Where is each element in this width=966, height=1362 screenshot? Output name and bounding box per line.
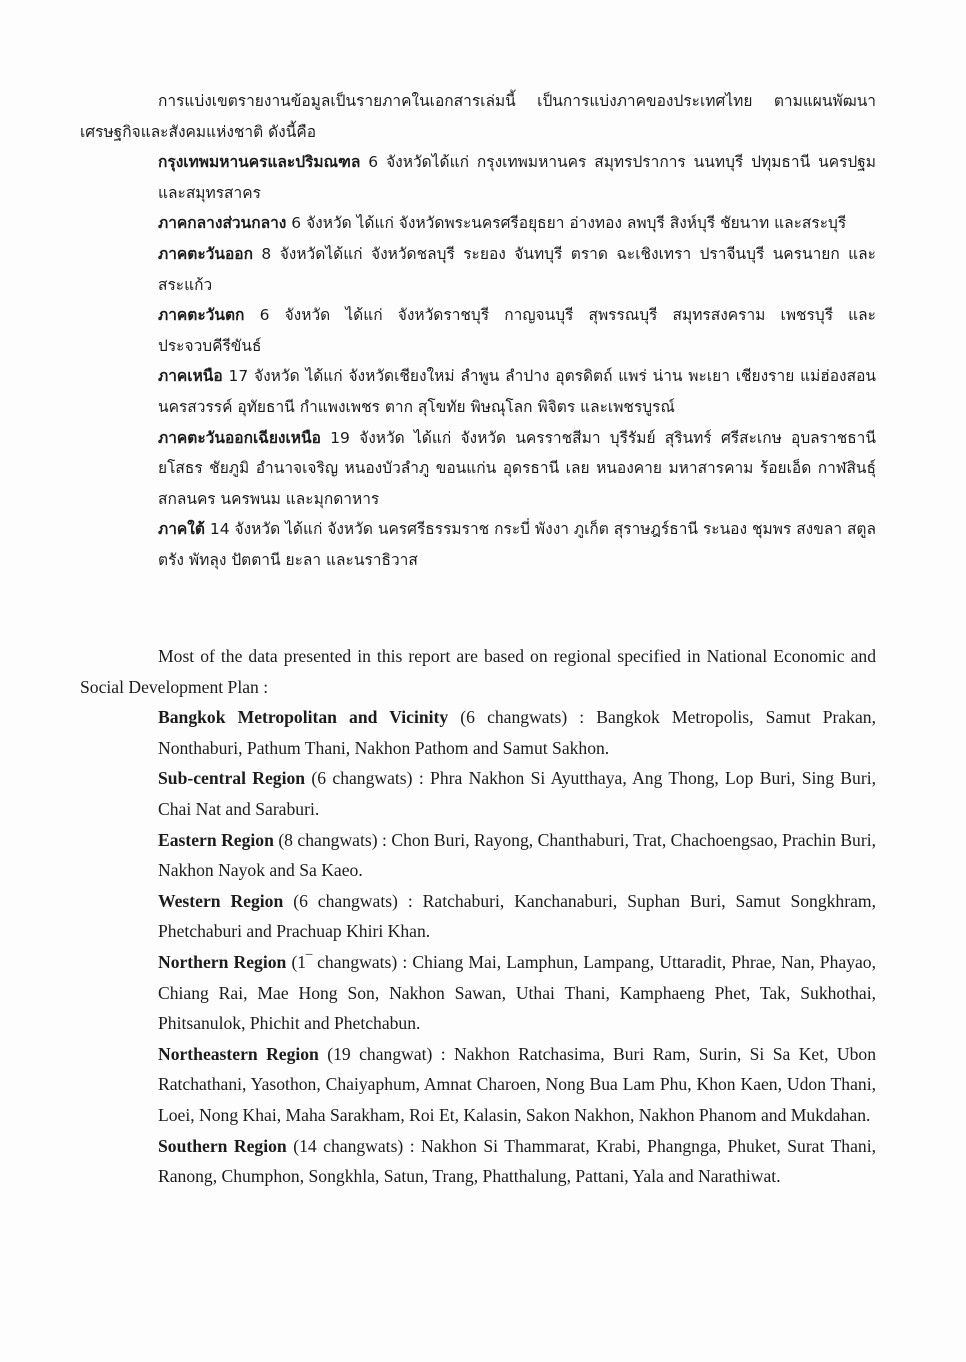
thai-section [80, 86, 876, 576]
region-provinces: 6 จังหวัดได้แก่ กรุงเทพมหานคร สมุทรปราการ นนทบุรี ปทุมธานี นครปฐม และสมุทรสาคร [158, 153, 876, 202]
thai-region-north [158, 361, 876, 422]
region-provinces: 8 จังหวัดได้แก่ จังหวัดชลบุรี ระยอง จันทบุรี ตราด ฉะเชิงเทรา ปราจีนบุรี นครนายก และสระแก้ว [158, 244, 876, 294]
thai-region-central [158, 208, 876, 239]
region-provinces: 6 จังหวัด ได้แก่ จังหวัดราชบุรี กาญจนบุรี สุพรรณบุรี สมุทรสงคราม เพชรบุรี และประจวบคีรีขันธ์ [158, 306, 876, 355]
region-provinces: (6 changwats) : Phra Nakhon Si Ayutthaya, Ang Thong, Lop Buri, Sing Buri, Chai Nat and Saraburi. [158, 768, 876, 819]
english-intro-paragraph: Most of the data presented in this report are based on regional specified in National Economic and Social Development Plan : [80, 646, 876, 697]
region-provinces: (6 changwats) : Ratchaburi, Kanchanaburi, Suphan Buri, Samut Songkhram, Phetchaburi and Prachuap Khiri Khan. [158, 890, 876, 942]
english-region-western [158, 886, 876, 947]
region-name: Southern Region [158, 1135, 287, 1156]
region-provinces: (6 changwats) : Bangkok Metropolis, Samut Prakan, Nonthaburi, Pathum Thani, Nakhon Pathom and Samut Sakhon. [158, 707, 876, 758]
thai-region-west [158, 300, 876, 361]
region-name: กรุงเทพมหานครและปริมณฑล [158, 153, 361, 172]
english-section [80, 641, 876, 1192]
region-name: Sub-central Region [158, 768, 306, 789]
region-provinces: 17 จังหวัด ได้แก่ จังหวัดเชียงใหม่ ลำพูน ลำปาง อุตรดิตถ์ แพร่ น่าน พะเยา เชียงราย แม่ฮ่องสอน นครสวรรค์ อุทัยธานี กำแพงเพชร ตาก สุโขทัย พิษณุโลก พิจิตร และเพชรบูรณ์ [158, 367, 876, 416]
region-provinces: 19 จังหวัด ได้แก่ จังหวัด นครราชสีมา บุรีรัมย์ สุรินทร์ ศรีสะเกษ อุบลราชธานี ยโสธร ชัยภูมิ อำนาจเจริญ หนองบัวลำภู ขอนแก่น อุดรธานี เลย หนองคาย มหาสารคาม ร้อยเอ็ด กาฬสินธุ์ สกลนคร นครพนม และมุกดาหาร [158, 428, 876, 508]
region-provinces: (19 changwat) : Nakhon Ratchasima, Buri Ram, Surin, Si Sa Ket, Ubon Ratchathani, Yasothon, Chaiyaphum, Amnat Charoen, Nong Bua Lam Phu, Khon Kaen, Udon Thani, Loei, Nong Khai, Maha Sarakham, Roi Et, Kalasin, Sakon Nakhon, Nakhon Phanom and Mukdahan. [158, 1043, 876, 1125]
thai-region-northeast [158, 423, 876, 515]
region-name: Western Region [158, 890, 284, 911]
region-name: Bangkok Metropolitan and Vicinity [158, 707, 449, 728]
region-provinces: 14 จังหวัด ได้แก่ จังหวัด นครศรีธรรมราช กระบี่ พังงา ภูเก็ต สุราษฎร์ธานี ระนอง ชุมพร สงขลา สตูล ตรัง พัทลุง ปัตตานี ยะลา และนราธิวาส [158, 520, 876, 569]
thai-region-east [158, 239, 876, 300]
thai-intro-paragraph: การแบ่งเขตรายงานข้อมูลเป็นรายภาคในเอกสารเล่มนี้ เป็นการแบ่งภาคของประเทศไทย ตามแผนพัฒนาเศรษฐกิจและสังคมแห่งชาติ ดังนี้คือ [80, 92, 876, 141]
region-name: ภาคตะวันตก [158, 306, 245, 325]
region-name: ภาคเหนือ [158, 367, 223, 386]
region-name: Northern Region [158, 951, 287, 972]
region-name: ภาคตะวันออกเฉียงเหนือ [158, 428, 321, 447]
region-name: Eastern Region [158, 829, 274, 850]
thai-region-south [158, 514, 876, 575]
english-region-bangkok [158, 702, 876, 763]
region-name: ภาคตะวันออก [158, 244, 253, 263]
region-name: ภาคกลางส่วนกลาง [158, 214, 287, 233]
english-region-eastern [158, 825, 876, 886]
region-name: ภาคใต้ [158, 520, 205, 539]
english-region-subcentral [158, 763, 876, 824]
english-region-northeastern [158, 1039, 876, 1131]
region-provinces: (14 changwats) : Nakhon Si Thammarat, Krabi, Phangnga, Phuket, Surat Thani, Ranong, Chumphon, Songkhla, Satun, Trang, Phatthalung, Pattani, Yala and Narathiwat. [158, 1135, 877, 1187]
region-provinces: (8 changwats) : Chon Buri, Rayong, Chanthaburi, Trat, Chachoengsao, Prachin Buri, Nakhon Nayok and Sa Kaeo. [158, 829, 876, 881]
region-provinces: (1‾ changwats) : Chiang Mai, Lamphun, Lampang, Uttaradit, Phrae, Nan, Phayao, Chiang Rai, Mae Hong Son, Nakhon Sawan, Uthai Thani, Kamphaeng Phet, Tak, Sukhothai, Phitsanulok, Phichit and Phetchabun. [158, 951, 876, 1034]
region-name: Northeastern Region [158, 1043, 319, 1064]
region-provinces: 6 จังหวัด ได้แก่ จังหวัดพระนครศรีอยุธยา อ่างทอง ลพบุรี สิงห์บุรี ชัยนาท และสระบุรี [286, 214, 847, 233]
english-region-northern [158, 947, 876, 1039]
english-region-southern [158, 1131, 876, 1192]
thai-region-bangkok [158, 147, 876, 208]
